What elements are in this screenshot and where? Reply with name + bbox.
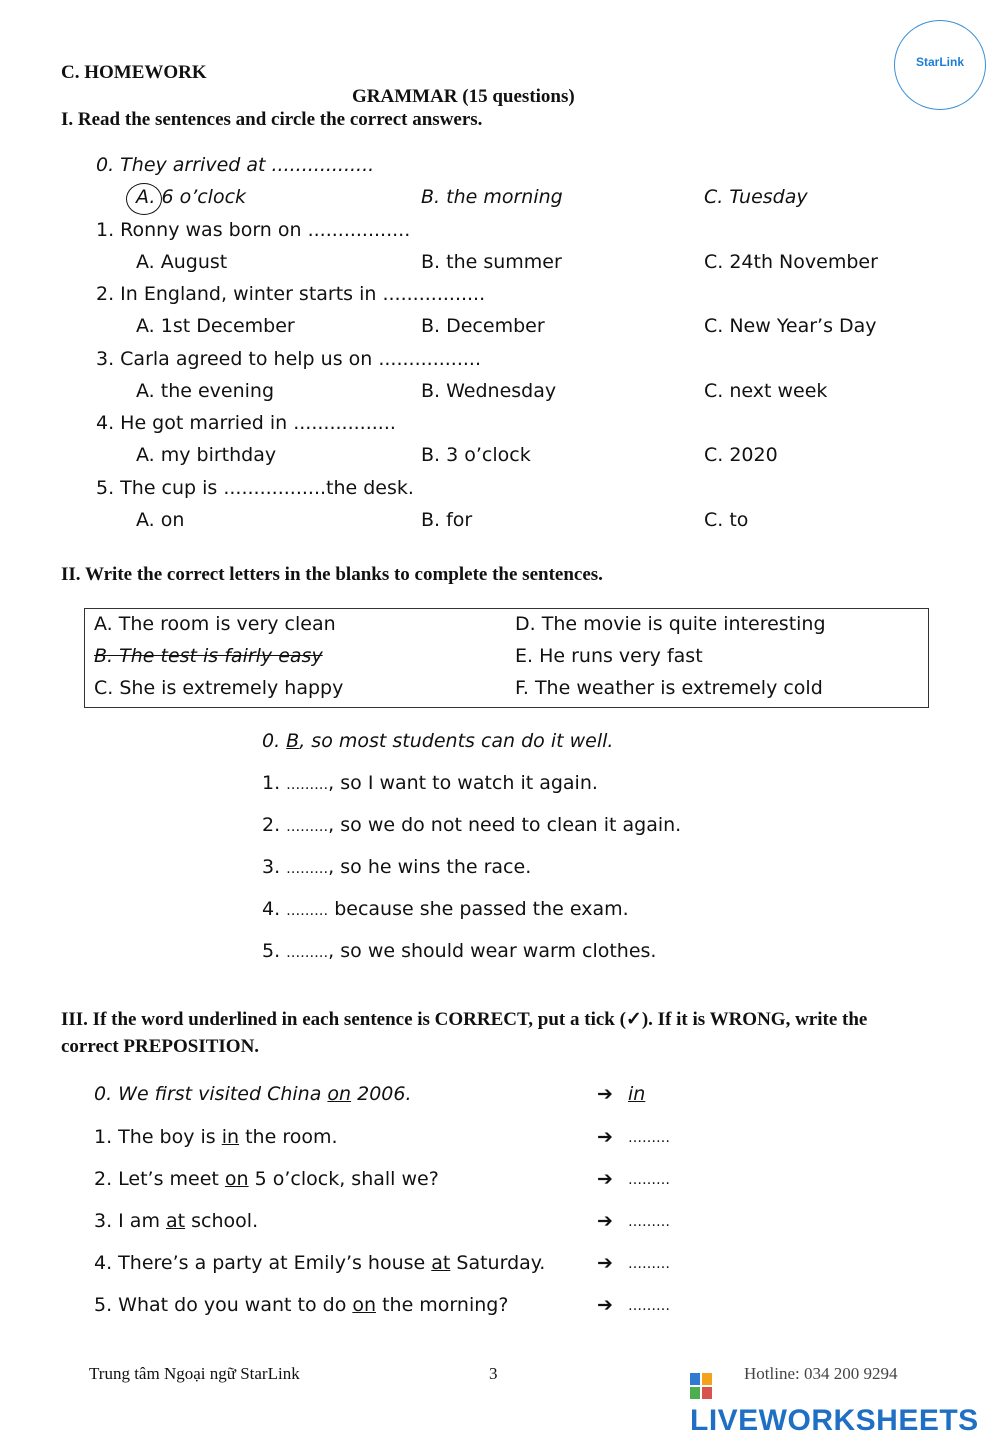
answer-blank[interactable]: ……… bbox=[628, 1172, 670, 1188]
underlined-word: on bbox=[224, 1168, 249, 1190]
footer-hotline: Hotline: 034 200 9294 bbox=[744, 1364, 898, 1383]
question-4-stem: 4. He got married in ................. bbox=[96, 412, 396, 434]
grammar-title: GRAMMAR (15 questions) bbox=[352, 86, 575, 107]
box-option-d: D. The movie is quite interesting bbox=[515, 613, 826, 635]
footer-left: Trung tâm Ngoại ngữ StarLink bbox=[89, 1364, 300, 1383]
question-1-option-a[interactable]: A. August bbox=[136, 251, 228, 273]
part3-item-1 bbox=[94, 1126, 338, 1148]
part2-item-text: , so he wins the race. bbox=[328, 856, 532, 878]
answer-blank[interactable]: ……… bbox=[628, 1298, 670, 1314]
example-option-a-text: 6 o’clock bbox=[161, 186, 247, 208]
question-5-option-b[interactable]: B. for bbox=[421, 509, 473, 531]
part2-item-number: 4. bbox=[262, 898, 287, 920]
part3-item-4 bbox=[94, 1252, 545, 1274]
question-2-option-a[interactable]: A. 1st December bbox=[136, 315, 295, 337]
part2-item-text: , so I want to watch it again. bbox=[328, 772, 598, 794]
sentence-start: 2. Let’s meet bbox=[94, 1168, 225, 1190]
liveworksheets-brand: LIVEWORKSHEETS bbox=[690, 1404, 979, 1437]
part3-item-2 bbox=[94, 1168, 439, 1190]
underlined-word: at bbox=[166, 1210, 186, 1232]
part3-instruction-line1: III. If the word underlined in each sentence is CORRECT, put a tick (✓). If it is WRONG, write the bbox=[61, 1009, 868, 1030]
part2-example-text: , so most students can do it well. bbox=[299, 730, 614, 752]
sentence-end: 2006. bbox=[351, 1083, 412, 1105]
part2-item-2 bbox=[262, 814, 681, 836]
question-4-option-a[interactable]: A. my birthday bbox=[136, 444, 277, 466]
box-option-a: A. The room is very clean bbox=[94, 613, 336, 635]
question-4-option-b[interactable]: B. 3 o’clock bbox=[421, 444, 531, 466]
part2-item-number: 2. bbox=[262, 814, 287, 836]
answer-blank[interactable]: ……… bbox=[628, 1130, 670, 1146]
example-question-stem: 0. They arrived at ................. bbox=[96, 154, 375, 176]
sentence-start: 5. What do you want to do bbox=[94, 1294, 353, 1316]
sentence-start: 1. The boy is bbox=[94, 1126, 222, 1148]
answer-blank[interactable]: ……… bbox=[286, 903, 329, 919]
arrow-icon: ➔ bbox=[597, 1083, 613, 1105]
part3-instruction-line2: correct PREPOSITION. bbox=[61, 1036, 260, 1057]
part2-item-text: because she passed the exam. bbox=[328, 898, 629, 920]
question-2-stem: 2. In England, winter starts in ................. bbox=[96, 283, 486, 305]
answer-blank[interactable]: ……… bbox=[286, 819, 329, 835]
box-option-e: E. He runs very fast bbox=[515, 645, 703, 667]
liveworksheets-mark-icon bbox=[690, 1373, 712, 1399]
underlined-word: at bbox=[431, 1252, 451, 1274]
answer-blank[interactable]: ……… bbox=[628, 1256, 670, 1272]
part2-instruction: II. Write the correct letters in the blanks to complete the sentences. bbox=[61, 564, 603, 585]
arrow-icon: ➔ bbox=[597, 1252, 613, 1274]
arrow-icon: ➔ bbox=[597, 1210, 613, 1232]
part2-item-number: 3. bbox=[262, 856, 287, 878]
starlink-logo bbox=[894, 20, 986, 110]
part2-item-4 bbox=[262, 898, 629, 920]
example-option-a[interactable] bbox=[136, 186, 246, 208]
part3-item-3 bbox=[94, 1210, 258, 1232]
question-2-option-c[interactable]: C. New Year’s Day bbox=[704, 315, 877, 337]
part2-item-3 bbox=[262, 856, 531, 878]
question-5-option-c[interactable]: C. to bbox=[704, 509, 749, 531]
part3-item-5 bbox=[94, 1294, 508, 1316]
liveworksheets-logo bbox=[690, 1370, 999, 1438]
sentence-end: the morning? bbox=[376, 1294, 509, 1316]
question-5-option-a[interactable]: A. on bbox=[136, 509, 185, 531]
question-3-option-c[interactable]: C. next week bbox=[704, 380, 828, 402]
answer-blank[interactable]: ……… bbox=[286, 945, 329, 961]
sentence-start: 4. There’s a party at Emily’s house bbox=[94, 1252, 432, 1274]
example-option-a-letter: A. bbox=[136, 186, 156, 208]
question-3-option-a[interactable]: A. the evening bbox=[136, 380, 275, 402]
question-5-stem: 5. The cup is .................the desk. bbox=[96, 477, 414, 499]
question-2-option-b[interactable]: B. December bbox=[421, 315, 545, 337]
page-number: 3 bbox=[489, 1364, 498, 1383]
part2-example-number: 0. bbox=[262, 730, 287, 752]
question-3-option-b[interactable]: B. Wednesday bbox=[421, 380, 557, 402]
answer-blank[interactable]: ……… bbox=[628, 1214, 670, 1230]
part2-example-answer: B bbox=[286, 730, 300, 752]
sentence-start: 0. We first visited China bbox=[94, 1083, 328, 1105]
question-3-stem: 3. Carla agreed to help us on ................. bbox=[96, 348, 482, 370]
underlined-word: on bbox=[327, 1083, 352, 1105]
sentence-end: Saturday. bbox=[450, 1252, 546, 1274]
arrow-icon: ➔ bbox=[597, 1126, 613, 1148]
sentence-end: school. bbox=[185, 1210, 259, 1232]
part2-item-5 bbox=[262, 940, 656, 962]
sentence-end: the room. bbox=[239, 1126, 338, 1148]
underlined-word: in bbox=[221, 1126, 240, 1148]
answer-blank[interactable]: ……… bbox=[286, 777, 329, 793]
underlined-word: on bbox=[352, 1294, 377, 1316]
box-option-f: F. The weather is extremely cold bbox=[515, 677, 823, 699]
box-option-b: B. The test is fairly easy bbox=[94, 645, 323, 667]
logo-text: StarLink bbox=[915, 55, 964, 69]
part2-item-number: 5. bbox=[262, 940, 287, 962]
question-4-option-c[interactable]: C. 2020 bbox=[704, 444, 778, 466]
box-option-c: C. She is extremely happy bbox=[94, 677, 344, 699]
question-1-stem: 1. Ronny was born on ................. bbox=[96, 219, 411, 241]
part2-item-1 bbox=[262, 772, 598, 794]
part2-item-text: , so we should wear warm clothes. bbox=[328, 940, 657, 962]
answer-blank[interactable]: ……… bbox=[286, 861, 329, 877]
part3-example bbox=[94, 1083, 412, 1105]
arrow-icon: ➔ bbox=[597, 1294, 613, 1316]
arrow-icon: ➔ bbox=[597, 1168, 613, 1190]
part1-instruction: I. Read the sentences and circle the correct answers. bbox=[61, 109, 483, 130]
part2-item-text: , so we do not need to clean it again. bbox=[328, 814, 682, 836]
example-answer: in bbox=[628, 1083, 646, 1105]
part2-example bbox=[262, 730, 613, 752]
example-option-c[interactable]: C. Tuesday bbox=[704, 186, 808, 208]
sentence-end: 5 o’clock, shall we? bbox=[248, 1168, 439, 1190]
part2-item-number: 1. bbox=[262, 772, 287, 794]
question-1-option-c[interactable]: C. 24th November bbox=[704, 251, 878, 273]
section-title: C. HOMEWORK bbox=[61, 62, 207, 83]
question-1-option-b[interactable]: B. the summer bbox=[421, 251, 562, 273]
example-option-b[interactable]: B. the morning bbox=[421, 186, 563, 208]
sentence-start: 3. I am bbox=[94, 1210, 167, 1232]
